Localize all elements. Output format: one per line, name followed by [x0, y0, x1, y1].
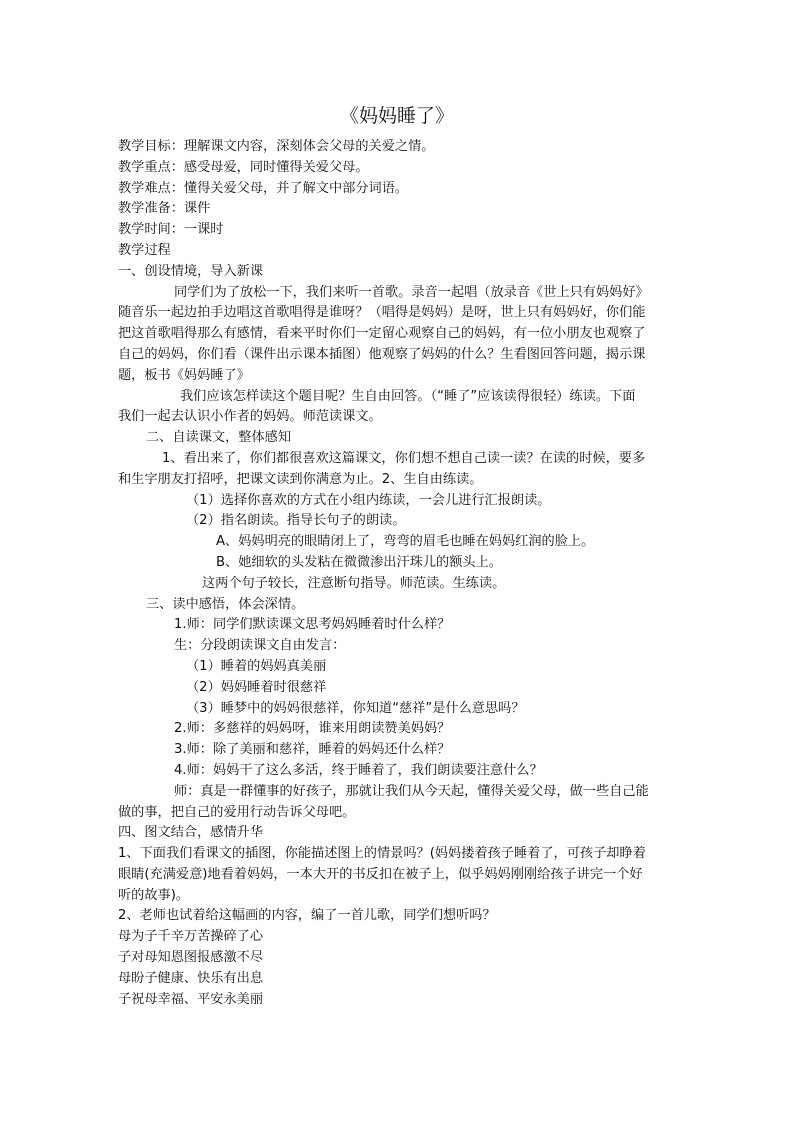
paragraph-line: 听的故事)。	[118, 887, 190, 903]
section-heading-1: 一、创设情境，导入新课	[118, 263, 264, 279]
paragraph-line: 2、老师也试着给这幅画的内容，编了一首儿歌，同学们想听吗？	[118, 908, 496, 924]
dialogue-line: 生：分段朗读课文自由发言：	[174, 638, 346, 654]
teaching-process-heading: 教学过程	[118, 242, 171, 258]
teaching-preparation-line: 教学准备：课件	[118, 201, 211, 217]
teaching-difficulty-line: 教学难点：懂得关爱父母，并了解文中部分词语。	[118, 180, 409, 196]
paragraph-line: 和生字朋友打招呼，把课文读到你满意为止。2、生自由练读。	[118, 471, 483, 487]
example-sentence: B、她细软的头发粘在微微渗出汗珠儿的额头上。	[216, 554, 502, 570]
section-heading-3: 三、读中感悟，体会深情。	[146, 596, 305, 612]
list-item: （2）指名朗读。指导长句子的朗读。	[186, 513, 406, 529]
paragraph-line: 这两个句子较长，注意断句指导。师范读。生练读。	[202, 575, 506, 591]
section-heading-4: 四、图文结合，感情升华	[118, 825, 264, 841]
paragraph-line: 我们应该怎样读这个题目呢？生自由回答。（“睡了”应该读得很轻）练读。下面	[180, 388, 636, 404]
lesson-body	[118, 137, 678, 1010]
poem-line: 子对母知恩图报感激不尽	[118, 950, 264, 966]
paragraph-line: 同学们为了放松一下，我们来听一首歌。录音一起唱（放录音《世上只有妈妈好》	[174, 284, 649, 300]
list-item: （1）选择你喜欢的方式在小组内练读，一会儿进行汇报朗读。	[186, 492, 551, 508]
paragraph-line: 把这首歌唱得那么有感情，看来平时你们一定留心观察自己的妈妈，有一位小朋友也观察了	[118, 326, 646, 342]
list-item: （3）睡梦中的妈妈很慈祥，你知道“慈祥”是什么意思吗？	[186, 700, 525, 716]
paragraph-line: 1、看出来了，你们都很喜欢这篇课文，你们想不想自己读一读？在读的时候，要多	[162, 450, 646, 466]
teaching-goal-line: 教学目标：理解课文内容，深刻体会父母的关爱之情。	[118, 139, 435, 154]
dialogue-line: 3.师：除了美丽和慈祥，睡着的妈妈还什么样？	[174, 742, 451, 758]
paragraph-line: 眼睛(充满爱意)地看着妈妈，一本大开的书反扣在被子上，似乎妈妈刚刚给孩子讲完一个好	[118, 866, 643, 882]
paragraph-line: 做的事，把自己的爱用行动告诉父母吧。	[118, 804, 356, 820]
paragraph-line: 我们一起去认识小作者的妈妈。师范读课文。	[118, 409, 382, 425]
poem-line: 子祝母幸福、平安永美丽	[118, 991, 264, 1007]
dialogue-line: 4.师：妈妈干了这么多活，终于睡着了，我们朗读要注意什么？	[174, 762, 543, 778]
paragraph-line: 自己的妈妈，你们看（课件出示课本插图）他观察了妈妈的什么？生看图回答问题，揭示课	[118, 346, 646, 362]
paragraph-line: 题，板书《妈妈睡了》	[118, 367, 250, 383]
poem-line: 母为子千辛万苦操碎了心	[118, 929, 264, 945]
dialogue-line: 师：真是一群懂事的好孩子，那就让我们从今天起，懂得关爱父母，做一些自己能	[174, 783, 649, 799]
list-item: （2）妈妈睡着时很慈祥	[186, 679, 327, 695]
dialogue-line: 2.师：多慈祥的妈妈呀，谁来用朗读赞美妈妈？	[174, 721, 451, 737]
paragraph-line: 1、下面我们看课文的插图，你能描述图上的情景吗？(妈妈搂着孩子睡着了，可孩子却睁着	[118, 846, 646, 862]
poem-line: 母盼子健康、快乐有出息	[118, 970, 264, 986]
example-sentence: A、妈妈明亮的眼睛闭上了，弯弯的眉毛也睡在妈妈红润的脸上。	[216, 534, 595, 550]
list-item: （1）睡着的妈妈真美丽	[186, 658, 327, 674]
dialogue-line: 1.师：同学们默读课文思考妈妈睡着时什么样？	[174, 617, 451, 633]
section-heading-2: 二、自读课文，整体感知	[146, 430, 292, 446]
paragraph-line: 随音乐一起边拍手边唱这首歌唱得是谁呀？（唱得是妈妈）是呀，世上只有妈妈好，你们能	[118, 305, 646, 321]
teaching-focus-line: 教学重点：感受母爱，同时懂得关爱父母。	[118, 159, 369, 175]
document-title: 《妈妈睡了》	[339, 105, 454, 127]
teaching-time-line: 教学时间：一课时	[118, 222, 224, 238]
